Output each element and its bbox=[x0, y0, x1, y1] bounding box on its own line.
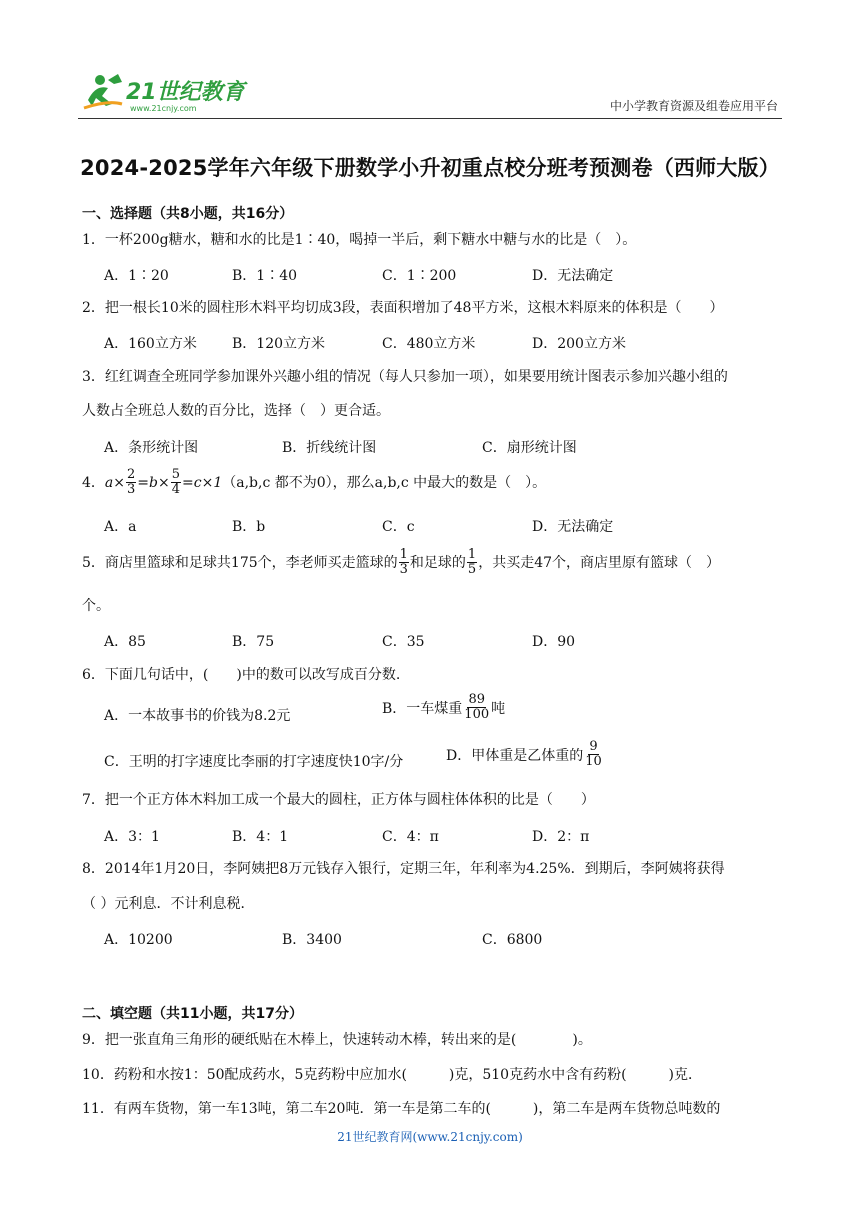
q1-option-b: B．1∶40 bbox=[232, 268, 298, 284]
question-4 bbox=[82, 468, 546, 497]
q1-option-c: C．1∶200 bbox=[382, 268, 457, 284]
q6-option-d: D．甲体重是乙体重的 $\frac{9}{10}$ bbox=[446, 739, 602, 769]
q5-text-3: ，共买走47个，商店里原有篮球（ ） bbox=[478, 554, 721, 571]
q4-option-b: B．b bbox=[232, 519, 266, 535]
question-3-line-2: 人数占全班总人数的百分比，选择（ ）更合适。 bbox=[82, 403, 390, 419]
q2-option-d: D．200立方米 bbox=[532, 336, 626, 352]
section-heading-fill: 二、填空题（共11小题，共17分） bbox=[82, 1006, 303, 1022]
q6-fraction-b: $\frac{89}{100}$ bbox=[464, 692, 490, 722]
q3-option-c: C．扇形统计图 bbox=[482, 440, 577, 456]
q2-option-a: A．160立方米 bbox=[104, 336, 197, 352]
site-logo bbox=[78, 70, 248, 114]
question-7: 7．把一个正方体木料加工成一个最大的圆柱，正方体与圆柱体体积的比是（ ） bbox=[82, 792, 595, 808]
question-8-line-2: （ ）元利息．不计利息税． bbox=[82, 896, 255, 912]
q5-fraction-2: $\frac{1}{5}$ bbox=[467, 547, 477, 577]
q8-option-c: C．6800 bbox=[482, 932, 543, 948]
q4-var-c: c×1 bbox=[193, 474, 223, 491]
q4-option-c: C．c bbox=[382, 519, 415, 535]
q7-option-c: C．4：π bbox=[382, 829, 439, 845]
q4-var-b: b bbox=[149, 474, 158, 491]
q5-text-2: 和足球的 bbox=[409, 554, 466, 571]
q2-option-c: C．480立方米 bbox=[382, 336, 476, 352]
question-3-line-1: 3．红红调查全班同学参加课外兴趣小组的情况（每人只参加一项），如果要用统计图表示参加兴趣小组的 bbox=[82, 369, 728, 385]
question-2: 2．把一根长10米的圆柱形木料平均切成3段，表面积增加了48平方米，这根木料原来的体积是（ ） bbox=[82, 300, 724, 316]
q4-equals-2: = bbox=[182, 474, 194, 491]
q4-option-d: D．无法确定 bbox=[532, 519, 614, 535]
q7-option-a: A．3：1 bbox=[104, 829, 160, 845]
question-6: 6．下面几句话中，( )中的数可以改写成百分数. bbox=[82, 667, 401, 683]
svg-text:21世纪教育: 21世纪教育 bbox=[126, 80, 245, 105]
q5-text-1: 5．商店里篮球和足球共175个，李老师买走篮球的 bbox=[82, 554, 398, 571]
page-title: 2024-2025学年六年级下册数学小升初重点校分班考预测卷（西师大版） bbox=[80, 156, 780, 180]
q3-option-b: B．折线统计图 bbox=[282, 440, 377, 456]
q4-equals-1: = bbox=[137, 474, 150, 491]
q4-condition: （a,b,c 都不为0），那么a,b,c 中最大的数是（ ）。 bbox=[222, 474, 547, 491]
q1-option-a: A．1∶20 bbox=[104, 268, 169, 284]
q5-fraction-1: $\frac{1}{3}$ bbox=[399, 547, 408, 577]
q5-option-a: A．85 bbox=[104, 634, 146, 650]
q7-option-d: D．2：π bbox=[532, 829, 590, 845]
q6-option-a: A．一本故事书的价钱为8.2元 bbox=[104, 708, 291, 724]
q8-option-b: B．3400 bbox=[282, 932, 342, 948]
q4-times-2: × bbox=[158, 474, 170, 491]
q2-option-b: B．120立方米 bbox=[232, 336, 326, 352]
q4-number: 4． bbox=[82, 474, 105, 491]
platform-name: 中小学教育资源及组卷应用平台 bbox=[609, 99, 778, 113]
q4-times: × bbox=[113, 474, 126, 491]
q4-fraction-1: $\frac{2}{3}$ bbox=[127, 467, 136, 497]
question-8-line-1: 8．2014年1月20日，李阿姨把8万元钱存入银行，定期三年，年利率为4.25%．到期后，李阿姨将获得 bbox=[82, 861, 725, 877]
q6-fraction-d: $\frac{9}{10}$ bbox=[585, 739, 602, 769]
q8-option-a: A．10200 bbox=[104, 932, 173, 948]
svg-text:www.21cnjy.com: www.21cnjy.com bbox=[130, 104, 197, 113]
question-5-line-2: 个。 bbox=[82, 598, 110, 614]
question-5-line-1 bbox=[82, 548, 720, 577]
q4-fraction-2: $\frac{5}{4}$ bbox=[171, 467, 181, 497]
q6-option-c: C．王明的打字速度比李丽的打字速度快10字/分 bbox=[104, 754, 404, 770]
q5-option-b: B．75 bbox=[232, 634, 275, 650]
q4-option-a: A．a bbox=[104, 519, 137, 535]
question-1: 1．一杯200g糖水，糖和水的比是1∶40，喝掉一半后，剩下糖水中糖与水的比是（ ）。 bbox=[82, 232, 637, 248]
header-divider bbox=[78, 118, 782, 119]
question-10: 10．药粉和水按1：50配成药水，5克药粉中应加水( )克，510克药水中含有药粉( )克． bbox=[82, 1067, 703, 1083]
question-9: 9．把一张直角三角形的硬纸贴在木棒上，快速转动木棒，转出来的是( )。 bbox=[82, 1032, 592, 1048]
q3-option-a: A．条形统计图 bbox=[104, 440, 199, 456]
question-11: 11．有两车货物，第一车13吨，第二车20吨．第一车是第二车的( )，第二车是两车货物总吨数的 bbox=[82, 1101, 721, 1117]
section-heading-choice: 一、选择题（共8小题，共16分） bbox=[82, 206, 294, 222]
q6-option-b: B．一车煤重 $\frac{89}{100}$ 吨 bbox=[382, 692, 506, 722]
q1-option-d: D．无法确定 bbox=[532, 268, 614, 284]
q7-option-b: B．4：1 bbox=[232, 829, 289, 845]
q4-var-a: a bbox=[104, 474, 114, 491]
q5-option-d: D．90 bbox=[532, 634, 576, 650]
q5-option-c: C．35 bbox=[382, 634, 425, 650]
runner-logo-icon bbox=[78, 70, 248, 114]
page-footer: 21世纪教育网(www.21cnjy.com) bbox=[337, 1130, 523, 1144]
